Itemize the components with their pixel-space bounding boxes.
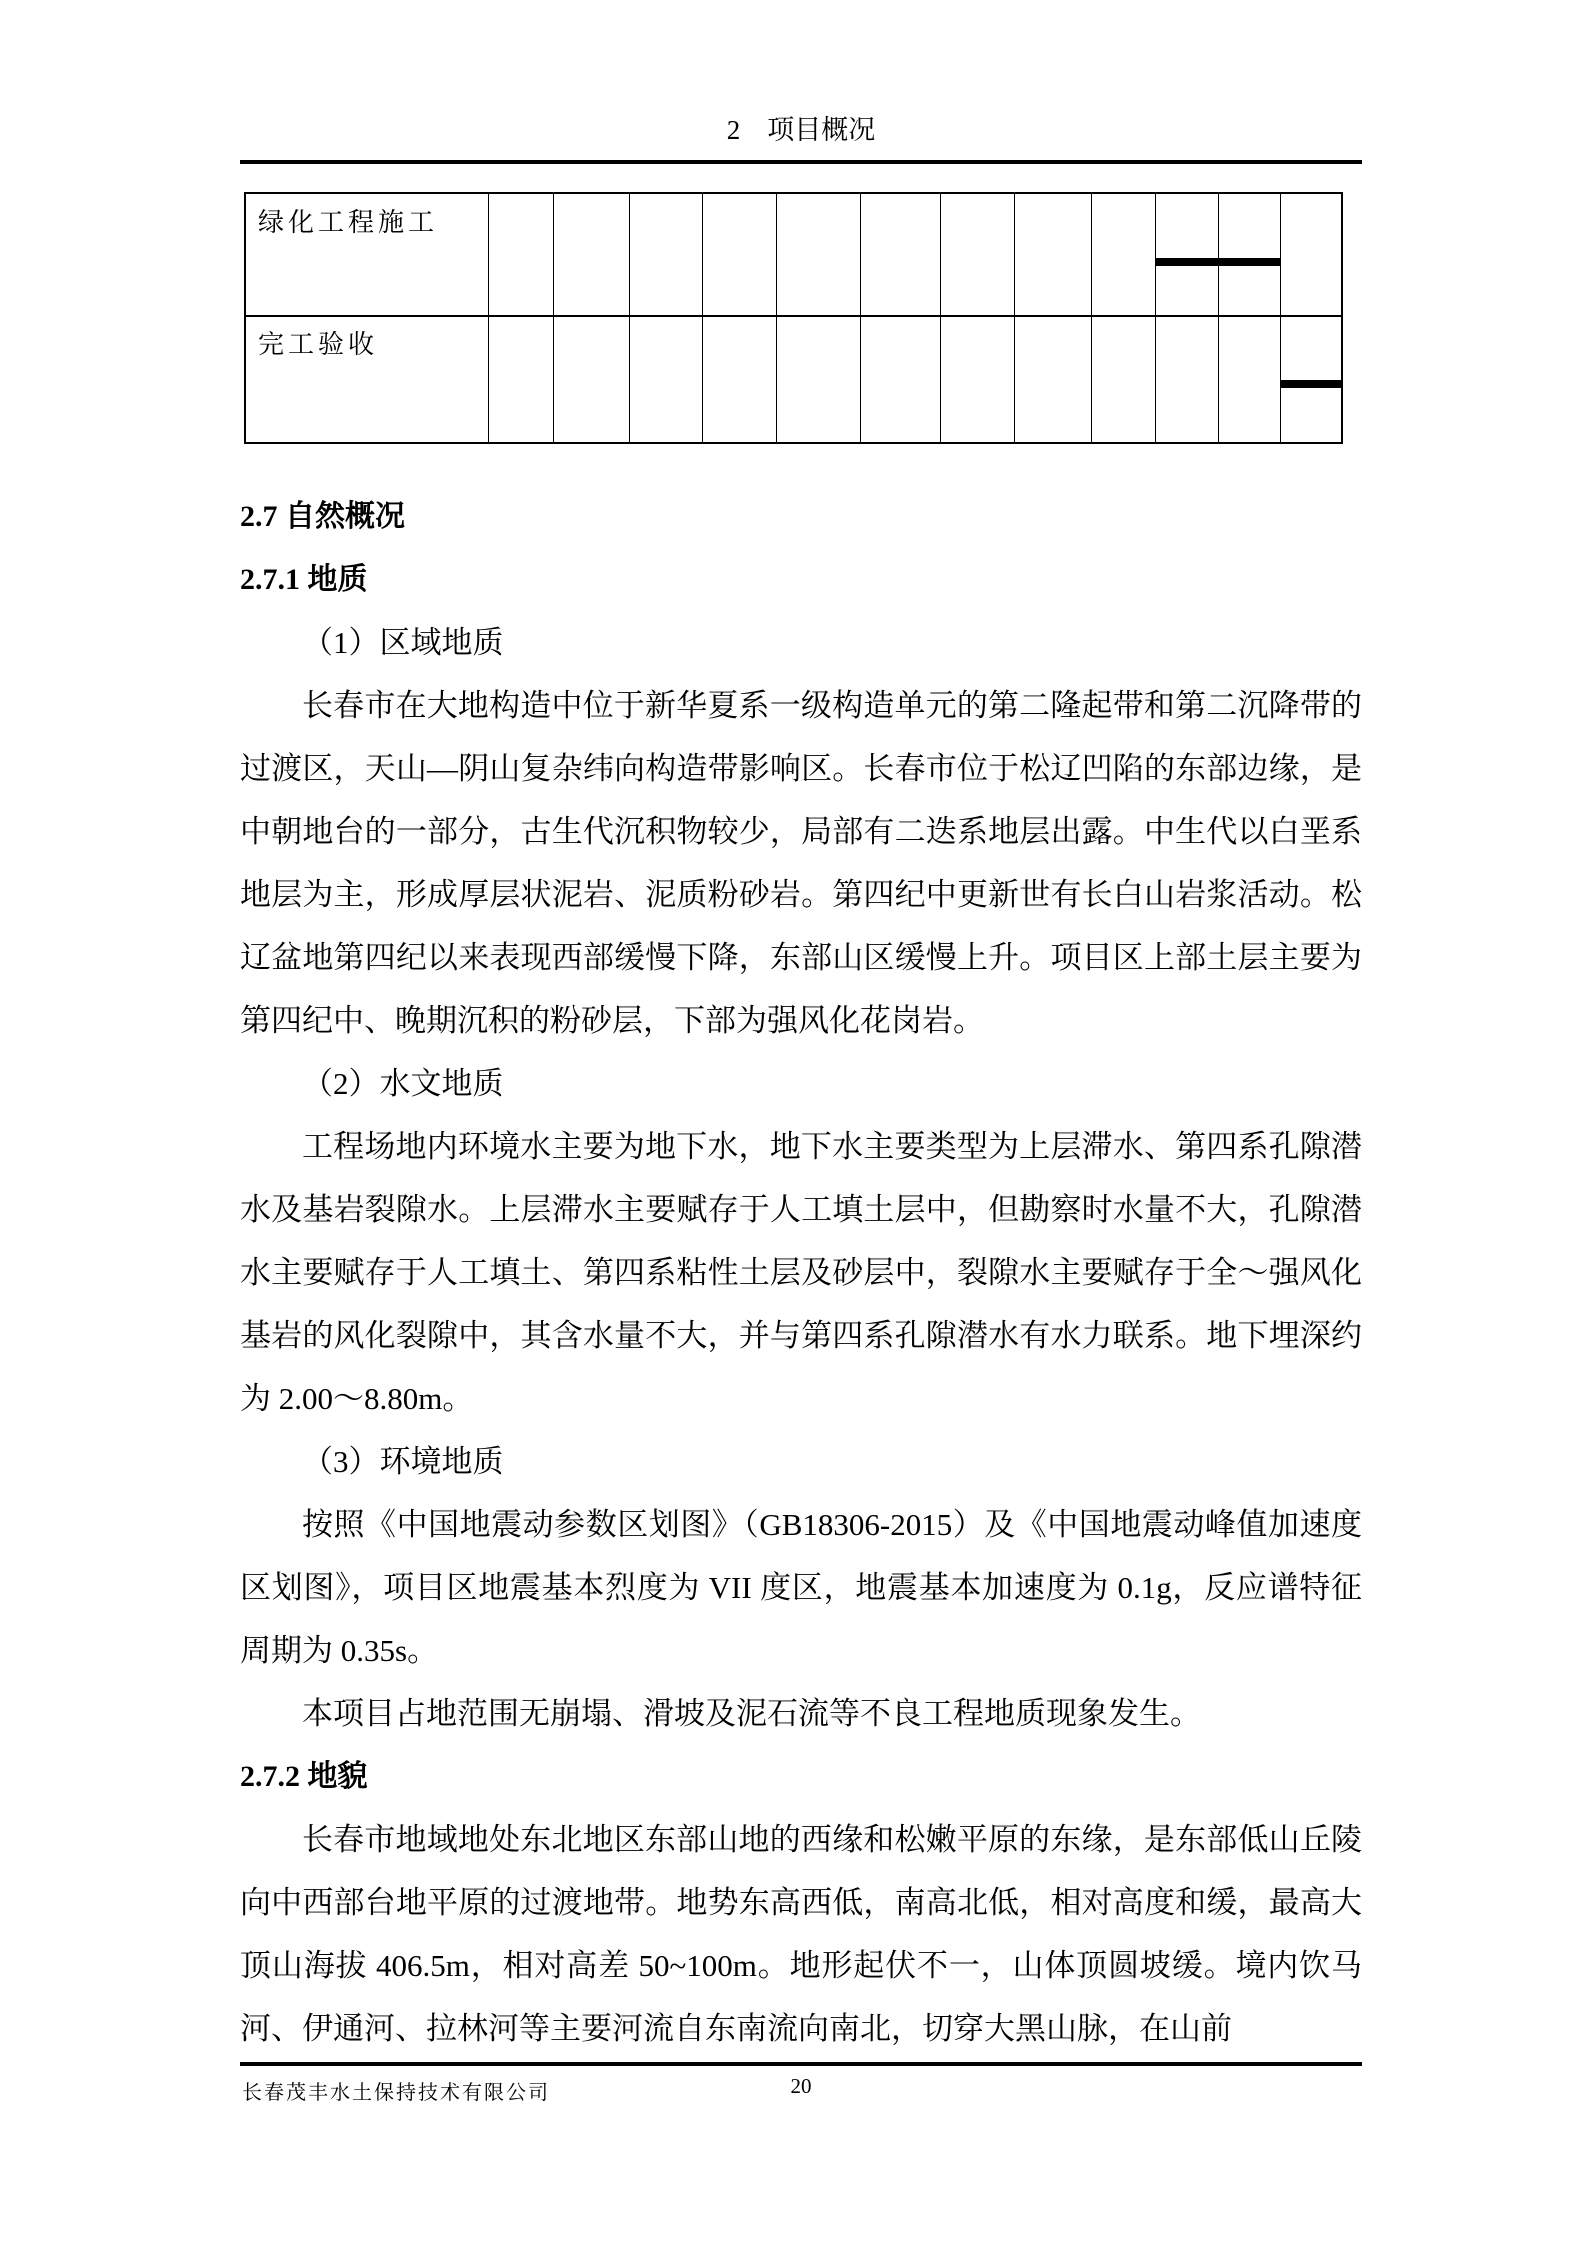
paragraph: 工程场地内环境水主要为地下水，地下水主要类型为上层滞水、第四系孔隙潜水及基岩裂隙水。上层滞水主要赋存于人工填土层中，但勘察时水量不大，孔隙潜水主要赋存于人工填土、第四系粘性土层及砂层中，裂隙水主要赋存于全～强风化基岩的风化裂隙中，其含水量不大，并与第四系孔隙潜水有水力联系。地下埋深约为 2.00～8.80m。 <box>240 1129 1362 1416</box>
gantt-grid-line <box>1280 194 1281 442</box>
gantt-bar <box>1280 380 1341 388</box>
footer-page-number: 20 <box>790 2074 812 2098</box>
sub-heading: （2）水文地质 <box>302 1066 504 1101</box>
gantt-grid-line <box>1091 194 1092 442</box>
header-rule <box>240 160 1362 164</box>
gantt-grid-line <box>702 194 703 442</box>
gantt-grid-line <box>860 194 861 442</box>
gantt-row-label: 绿化工程施工 <box>258 208 439 237</box>
paragraph: 长春市在大地构造中位于新华夏系一级构造单元的第二隆起带和第二沉降带的过渡区，天山—阴山复杂纬向构造带影响区。长春市位于松辽凹陷的东部边缘，是中朝地台的一部分，古生代沉积物较少，局部有二迭系地层出露。中生代以白垩系地层为主，形成厚层状泥岩、泥质粉砂岩。第四纪中更新世有长白山岩浆活动。松辽盆地第四纪以来表现西部缓慢下降，东部山区缓慢上升。项目区上部土层主要为第四纪中、晚期沉积的粉砂层，下部为强风化花岗岩。 <box>240 688 1362 1038</box>
gantt-grid-line <box>1218 194 1219 442</box>
section-heading: 2.7 自然概况 <box>240 500 405 533</box>
gantt-bar <box>1155 258 1280 266</box>
gantt-row-divider <box>246 315 1341 317</box>
footer-company-name: 长春茂丰水土保持技术有限公司 <box>242 2082 550 2104</box>
gantt-grid-line <box>776 194 777 442</box>
footer-rule <box>240 2062 1362 2066</box>
gantt-grid-line <box>940 194 941 442</box>
section-heading: 2.7.1 地质 <box>240 563 368 596</box>
paragraph: 本项目占地范围无崩塌、滑坡及泥石流等不良工程地质现象发生。 <box>302 1696 1201 1731</box>
sub-heading: （3）环境地质 <box>302 1444 504 1479</box>
gantt-grid-line <box>1014 194 1015 442</box>
gantt-grid-line <box>629 194 630 442</box>
gantt-grid-line <box>553 194 554 442</box>
section-heading: 2.7.2 地貌 <box>240 1760 368 1793</box>
gantt-row-label: 完工验收 <box>258 330 379 359</box>
paragraph: 按照《中国地震动参数区划图》（GB18306-2015）及《中国地震动峰值加速度区划图》，项目区地震基本烈度为 VII 度区，地震基本加速度为 0.1g，反应谱特征周期为 0.35s。 <box>240 1507 1362 1668</box>
page-header-title: 2 项目概况 <box>726 115 876 145</box>
gantt-table <box>244 192 1343 444</box>
document-body <box>240 485 1362 2060</box>
gantt-grid-line <box>1155 194 1156 442</box>
paragraph: 长春市地域地处东北地区东部山地的西缘和松嫩平原的东缘，是东部低山丘陵向中西部台地平原的过渡地带。地势东高西低，南高北低，相对高度和缓，最高大顶山海拔 406.5m，相对高差 50~100m。地形起伏不一，山体顶圆坡缓。境内饮马河、伊通河、拉林河等主要河流自东南流向南北，切穿大黑山脉，在山前 <box>240 1822 1362 2046</box>
gantt-grid-line <box>488 194 489 442</box>
sub-heading: （1）区域地质 <box>302 625 504 660</box>
